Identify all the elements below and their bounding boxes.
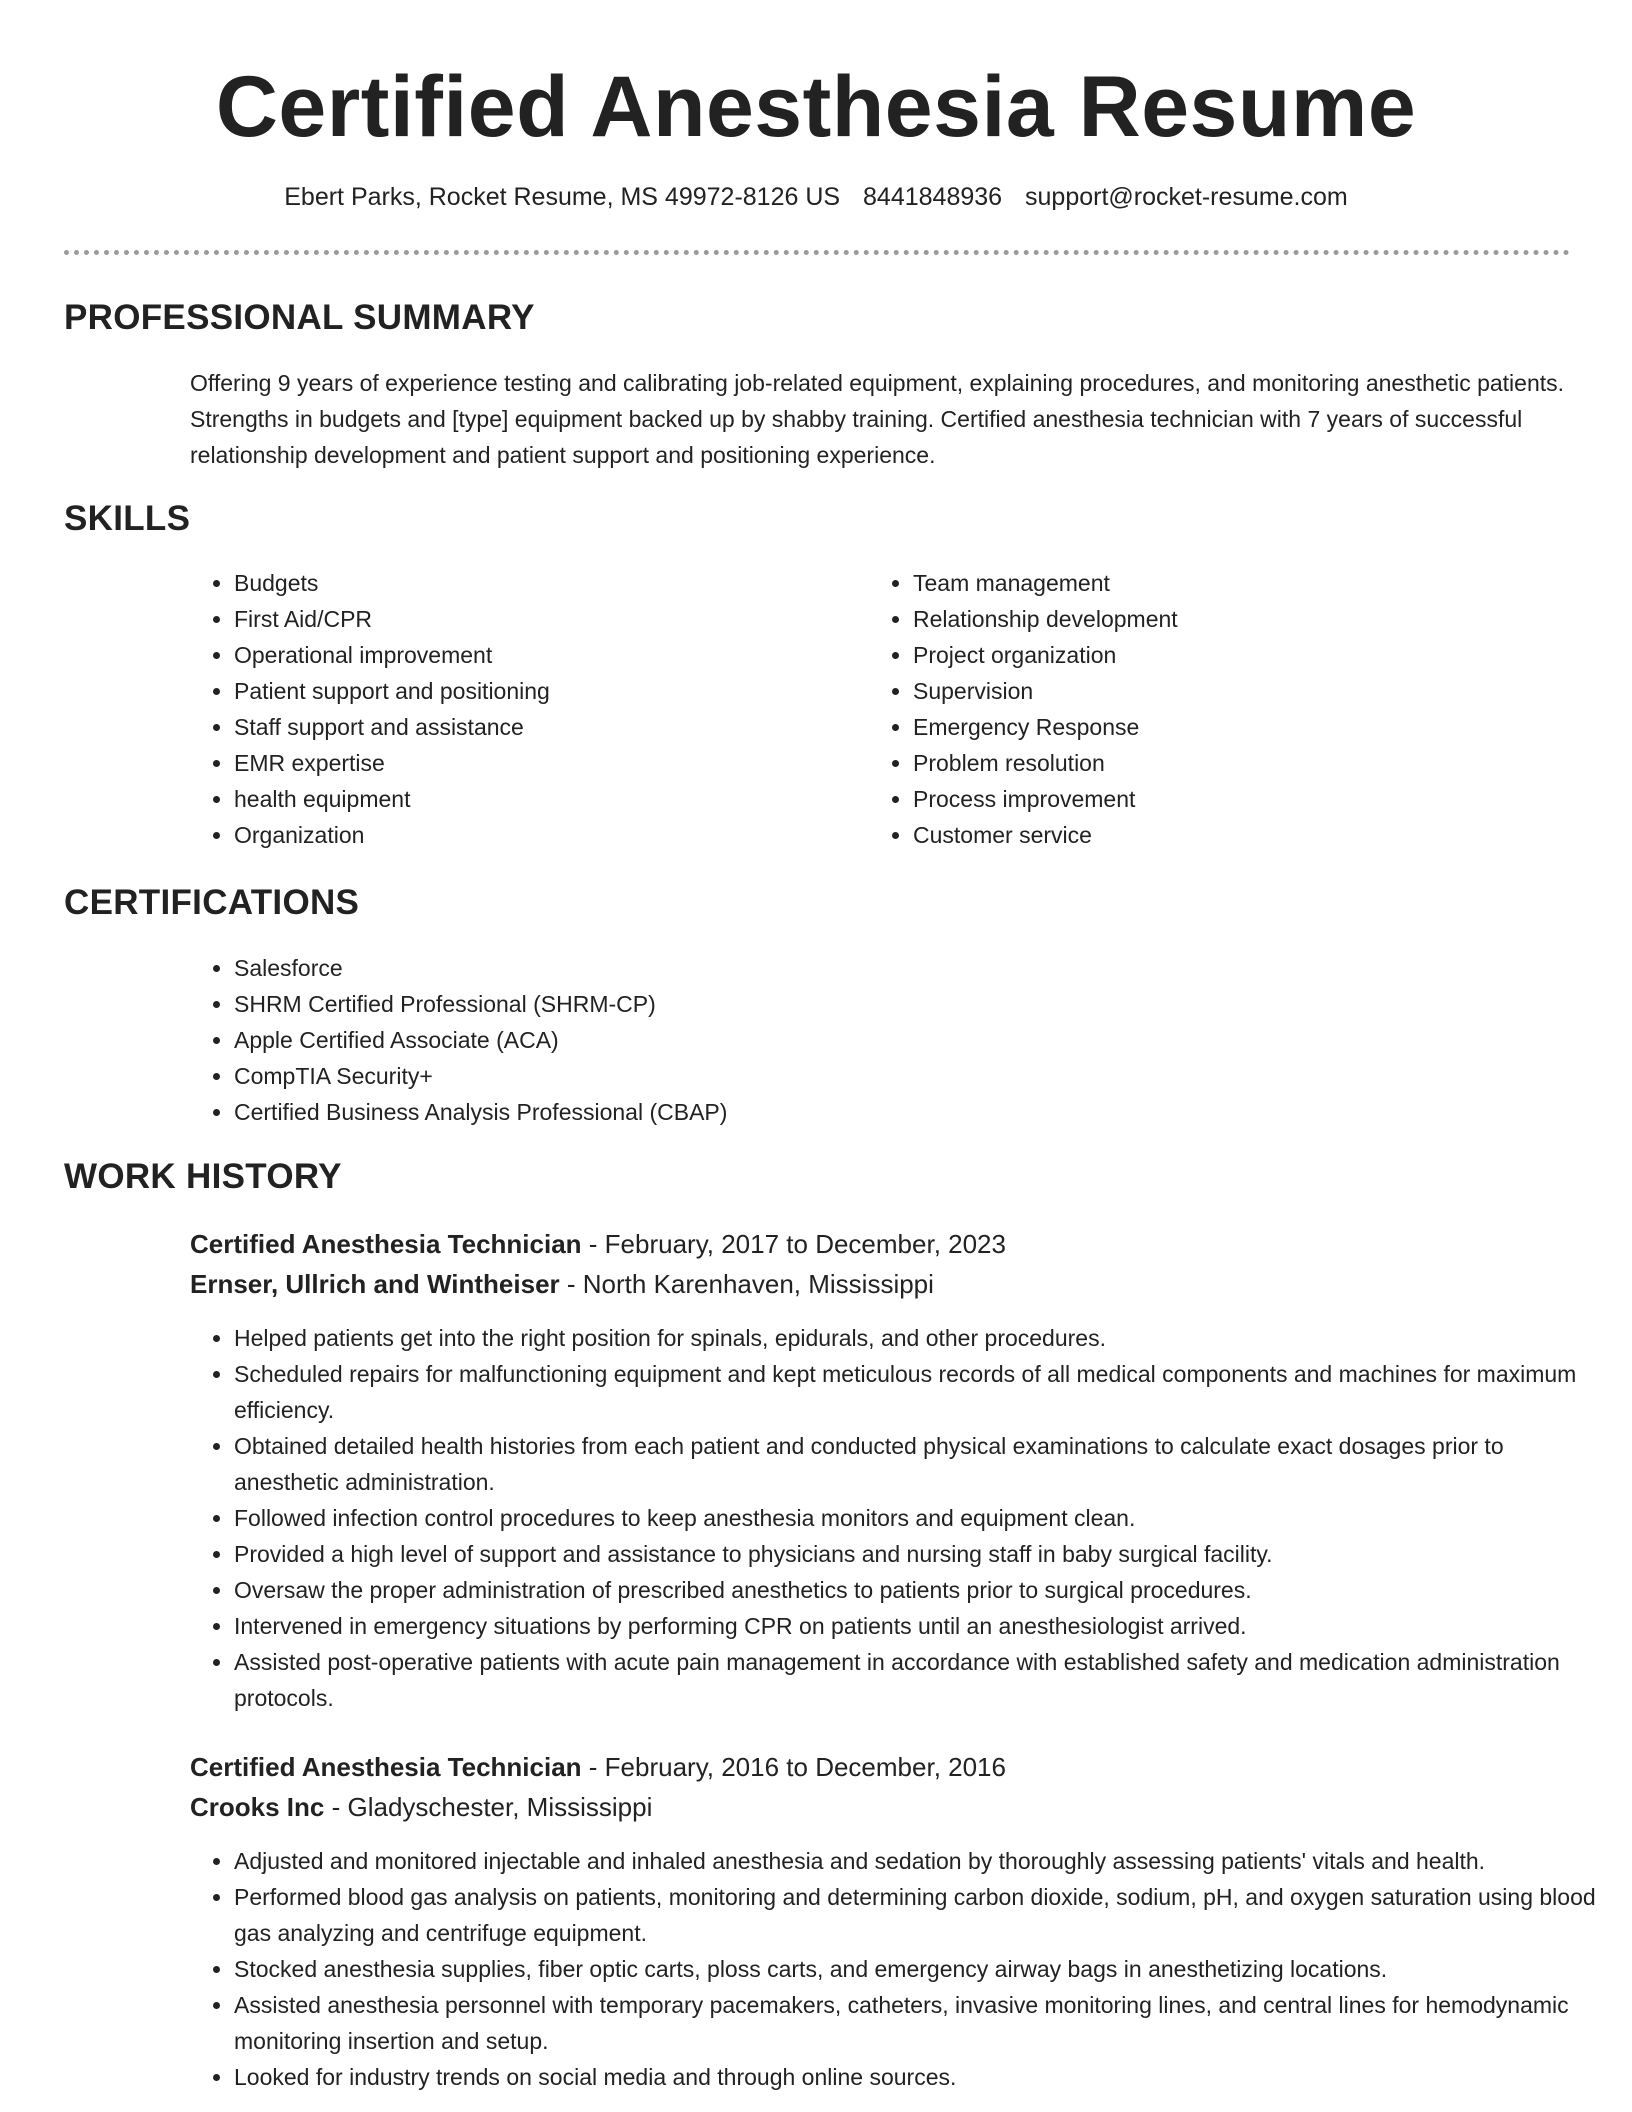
job-bullet: • Assisted post-operative patients with acute pain management in accordance with established safety and medication administration protocols.	[234, 1644, 1614, 1716]
skill-item: • Project organization	[913, 637, 1533, 673]
skill-item: • Staff support and assistance	[234, 709, 854, 745]
job-title: Certified Anesthesia Technician	[190, 1229, 582, 1259]
summary-heading: PROFESSIONAL SUMMARY	[64, 298, 535, 337]
job-bullet: • Oversaw the proper administration of prescribed anesthetics to patients prior to surgical procedures.	[234, 1572, 1614, 1608]
certification-item: • Salesforce	[234, 950, 1614, 986]
certification-item: • CompTIA Security+	[234, 1058, 1614, 1094]
contact-phone: 8441848936	[863, 183, 1003, 211]
job-bullet: • Obtained detailed health histories from each patient and conducted physical examinations to calculate exact dosages prior to anesthetic administration.	[234, 1428, 1614, 1500]
skill-item: • Organization	[234, 817, 854, 853]
job-location: - Gladyschester, Mississippi	[324, 1792, 653, 1822]
job-dates: - February, 2016 to December, 2016	[581, 1752, 1006, 1782]
job-company: Crooks Inc	[190, 1792, 325, 1822]
certifications-list	[190, 950, 1614, 1130]
certifications-heading: CERTIFICATIONS	[64, 883, 360, 922]
job-company: Ernser, Ullrich and Wintheiser	[190, 1269, 560, 1299]
work-history-heading: WORK HISTORY	[64, 1157, 342, 1196]
job-location: - North Karenhaven, Mississippi	[559, 1269, 934, 1299]
skill-item: • EMR expertise	[234, 745, 854, 781]
skill-item: • First Aid/CPR	[234, 601, 854, 637]
job-bullet: • Performed blood gas analysis on patients, monitoring and determining carbon dioxide, sodium, pH, and oxygen saturation using blood gas analyzing and centrifuge equipment.	[234, 1879, 1614, 1951]
job-title-line	[190, 1229, 1006, 1260]
resume-title: Certified Anesthesia Resume	[215, 59, 1417, 155]
skill-item: • health equipment	[234, 781, 854, 817]
skill-item: • Process improvement	[913, 781, 1533, 817]
job-bullet: • Followed infection control procedures to keep anesthesia monitors and equipment clean.	[234, 1500, 1614, 1536]
job-bullets	[190, 1843, 1614, 2095]
skills-heading: SKILLS	[64, 499, 191, 538]
job-bullet: • Assisted anesthesia personnel with temporary pacemakers, catheters, invasive monitoring lines, and central lines for hemodynamic monitoring insertion and setup.	[234, 1987, 1614, 2059]
certification-item: • Apple Certified Associate (ACA)	[234, 1022, 1614, 1058]
job-bullet: • Looked for industry trends on social media and through online sources.	[234, 2059, 1614, 2095]
certification-item: • SHRM Certified Professional (SHRM-CP)	[234, 986, 1614, 1022]
job-bullet: • Scheduled repairs for malfunctioning equipment and kept meticulous records of all medical components and machines for maximum efficiency.	[234, 1356, 1614, 1428]
skills-list-left	[190, 565, 854, 853]
job-bullet: • Adjusted and monitored injectable and inhaled anesthesia and sedation by thoroughly assessing patients' vitals and health.	[234, 1843, 1614, 1879]
header-divider	[64, 250, 1570, 255]
skill-item: • Relationship development	[913, 601, 1533, 637]
skill-item: • Team management	[913, 565, 1533, 601]
skill-item: • Customer service	[913, 817, 1533, 853]
contact-email: support@rocket-resume.com	[1025, 183, 1348, 211]
summary-text: Offering 9 years of experience testing and calibrating job-related equipment, explaining procedures, and monitoring anesthetic patients. Strengths in budgets and [type] equipment backed up by shabby training. Certified anesthesia technician with 7 years of successful relationship development and patient support and positioning experience.	[190, 370, 1565, 468]
job-bullet: • Provided a high level of support and assistance to physicians and nursing staff in baby surgical facility.	[234, 1536, 1614, 1572]
job-title-line	[190, 1752, 1006, 1783]
job-company-line	[190, 1792, 652, 1823]
certification-item: • Certified Business Analysis Professional (CBAP)	[234, 1094, 1614, 1130]
contact-line	[0, 183, 1632, 212]
skill-item: • Patient support and positioning	[234, 673, 854, 709]
job-bullet: • Stocked anesthesia supplies, fiber optic carts, ploss carts, and emergency airway bags in anesthetizing locations.	[234, 1951, 1614, 1987]
skill-item: • Operational improvement	[234, 637, 854, 673]
contact-address: Ebert Parks, Rocket Resume, MS 49972-8126 US	[284, 183, 841, 211]
skill-item: • Budgets	[234, 565, 854, 601]
skill-item: • Supervision	[913, 673, 1533, 709]
skill-item: • Problem resolution	[913, 745, 1533, 781]
job-dates: - February, 2017 to December, 2023	[581, 1229, 1006, 1259]
job-bullet: • Intervened in emergency situations by performing CPR on patients until an anesthesiologist arrived.	[234, 1608, 1614, 1644]
job-bullet: • Helped patients get into the right position for spinals, epidurals, and other procedures.	[234, 1320, 1614, 1356]
job-title: Certified Anesthesia Technician	[190, 1752, 582, 1782]
skill-item: • Emergency Response	[913, 709, 1533, 745]
skills-list-right	[869, 565, 1533, 853]
job-company-line	[190, 1269, 934, 1300]
job-bullets	[190, 1320, 1614, 1716]
